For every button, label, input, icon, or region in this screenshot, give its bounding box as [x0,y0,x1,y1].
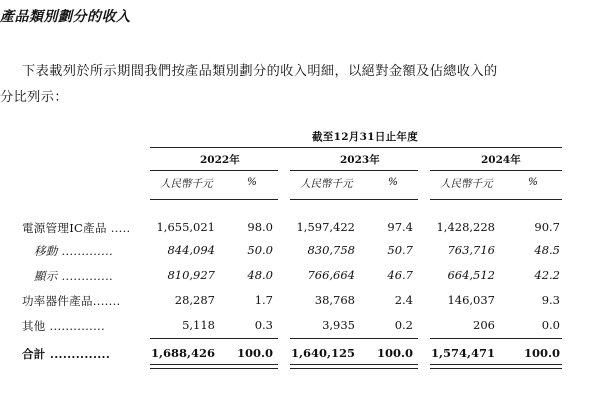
cell-others-2023-pct: 0.2 [394,318,413,332]
year-header-2022: 2022年 [200,154,240,166]
unit-rule-2023 [290,199,418,200]
subtotal-rule-2023 [290,338,418,339]
cell-display-2023-pct: 46.7 [387,268,413,282]
year-rule-2024 [430,170,562,171]
year-header-2024: 2024年 [481,154,521,166]
cell-pmic-2022-amount: 1,655,021 [156,220,215,234]
row-label-total: 合計 .............. [22,347,111,361]
subtotal-rule-2022 [150,338,278,339]
cell-display-2024-pct: 42.2 [534,268,560,282]
cell-display-2023-amount: 766,664 [307,268,355,282]
cell-total-2022-pct: 100.0 [236,346,273,360]
cell-power-2022-amount: 28,287 [174,293,215,307]
cell-power-2024-amount: 146,037 [447,293,495,307]
cell-total-2024-amount: 1,574,471 [430,346,495,360]
section-heading: 產品類別劃分的收入 [0,9,131,25]
cell-others-2024-amount: 206 [473,318,495,332]
cell-display-2022-pct: 48.0 [247,268,273,282]
cell-pmic-2023-pct: 97.4 [387,220,413,234]
unit-label-2024: 人民幣千元 [440,178,493,190]
cell-mobile-2024-pct: 48.5 [534,243,560,257]
intro-line-2: 分比列示： [0,90,68,105]
cell-total-2023-amount: 1,640,125 [290,346,355,360]
row-label-others: 其他 .............. [22,319,105,333]
period-header: 截至12月31日止年度 [312,131,419,143]
unit-label-2022: 人民幣千元 [160,178,213,190]
cell-pmic-2024-pct: 90.7 [534,220,560,234]
year-header-2023: 2023年 [340,154,380,166]
row-label-mobile: 移動 ............. [34,244,113,258]
cell-total-2022-amount: 1,688,426 [150,346,215,360]
cell-total-2024-pct: 100.0 [523,346,560,360]
cell-power-2023-amount: 38,768 [314,293,355,307]
total-double-rule-2023 [290,364,418,369]
cell-display-2024-amount: 664,512 [447,268,495,282]
unit-label-2023: 人民幣千元 [300,178,353,190]
cell-others-2023-amount: 3,935 [322,318,355,332]
cell-power-2023-pct: 2.4 [394,293,413,307]
year-rule-2022 [150,170,278,171]
cell-power-2024-pct: 9.3 [541,293,560,307]
intro-line-1: 下表載列於所示期間我們按產品類別劃分的收入明細，以絕對金額及佔總收入的 [22,64,498,79]
cell-total-2023-pct: 100.0 [376,346,413,360]
cell-pmic-2023-amount: 1,597,422 [296,220,355,234]
cell-mobile-2022-pct: 50.0 [247,243,273,257]
year-rule-2023 [290,170,418,171]
unit-rule-2022 [150,199,278,200]
subtotal-rule-2024 [430,338,562,339]
cell-display-2022-amount: 810,927 [167,268,215,282]
period-rule [150,147,562,148]
percent-label-2023: % [388,176,398,188]
cell-mobile-2023-amount: 830,758 [307,243,355,257]
percent-label-2022: % [247,176,257,188]
cell-mobile-2024-amount: 763,716 [447,243,495,257]
cell-others-2022-amount: 5,118 [182,318,215,332]
total-double-rule-2024 [430,364,562,369]
percent-label-2024: % [528,176,538,188]
cell-power-2022-pct: 1.7 [254,293,273,307]
cell-others-2022-pct: 0.3 [254,318,273,332]
row-label-pmic: 電源管理IC產品 ..... [22,221,131,235]
cell-pmic-2022-pct: 98.0 [247,220,273,234]
cell-pmic-2024-amount: 1,428,228 [436,220,495,234]
cell-mobile-2023-pct: 50.7 [387,243,413,257]
unit-rule-2024 [430,199,562,200]
total-double-rule-2022 [150,364,278,369]
cell-others-2024-pct: 0.0 [541,318,560,332]
cell-mobile-2022-amount: 844,094 [167,243,215,257]
row-label-display: 顯示 ............. [34,269,113,283]
row-label-power-devices: 功率器件產品....... [22,294,121,308]
